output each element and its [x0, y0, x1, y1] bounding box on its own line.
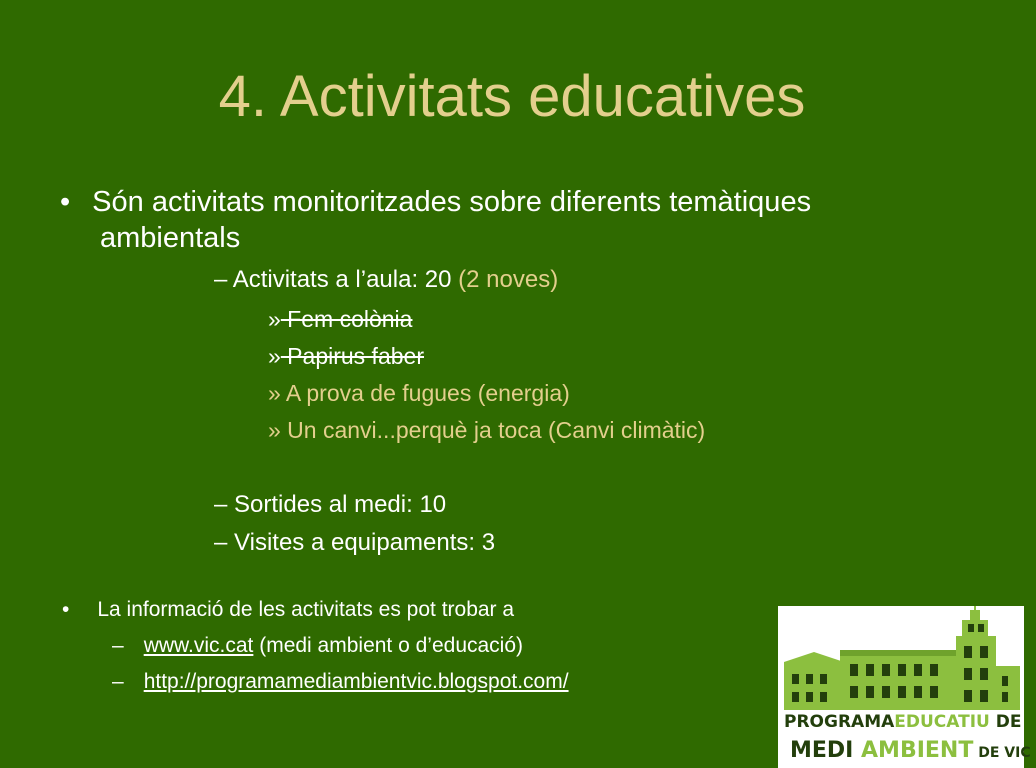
sortides-label: Sortides al medi:	[234, 491, 413, 518]
raquo-marker: »	[268, 343, 281, 369]
dash-marker: –	[214, 529, 228, 556]
aula-item-2	[268, 341, 424, 371]
bullet-1-text: Són activitats monitoritzades sobre diferents temàtiques	[92, 186, 812, 218]
bullet-2-text: La informació de les activitats es pot trobar a	[97, 598, 515, 621]
raquo-marker: »	[268, 417, 281, 443]
aula-item-text: Papirus faber	[280, 343, 424, 369]
dash-marker: –	[112, 670, 124, 693]
aula-item-text: Fem colònia	[280, 306, 413, 332]
sortides-count: 10	[412, 491, 447, 518]
bullet-1	[60, 184, 811, 220]
visites-count: 3	[475, 529, 496, 556]
aula-item-text: Un canvi...perquè ja toca (Canvi climàtic)	[280, 417, 706, 443]
logo-line-1	[784, 712, 1030, 732]
aula-item-1	[268, 304, 412, 334]
logo-text-ambient: AMBIENT	[861, 738, 974, 763]
sub-item-sortides	[214, 490, 446, 520]
aula-item-4	[268, 415, 705, 445]
aula-note: (2 noves)	[451, 266, 559, 293]
bullet-2	[62, 596, 514, 624]
logo-text-programa: PROGRAMA	[784, 712, 895, 732]
blog-link[interactable]: http://programamediambientvic.blogspot.com/	[143, 670, 569, 693]
aula-count: 20	[418, 266, 452, 293]
logo-text-de: DE	[989, 712, 1022, 732]
raquo-marker: »	[268, 380, 281, 406]
logo-line-2	[790, 738, 1036, 763]
slide-title: 4. Activitats educatives	[218, 64, 806, 129]
bullet-marker: •	[60, 186, 71, 218]
dash-marker: –	[214, 491, 228, 518]
raquo-marker: »	[268, 306, 281, 332]
logo-text-educatiu: EDUCATIU	[894, 712, 990, 732]
visites-label: Visites a equipaments:	[234, 529, 476, 556]
logo-text-medi: MEDI	[790, 738, 862, 763]
dash-marker: –	[214, 266, 228, 293]
program-logo	[778, 606, 1031, 768]
sub-item-aula	[214, 265, 558, 295]
bullet-marker: •	[62, 598, 70, 621]
bullet-1-continuation: ambientals	[100, 222, 241, 254]
aula-item-3	[268, 378, 570, 408]
link-item-2	[112, 668, 569, 696]
dash-marker: –	[112, 634, 124, 657]
aula-label: Activitats a l’aula:	[232, 266, 419, 293]
aula-item-text: A prova de fugues (energia)	[280, 380, 570, 406]
link-item-1	[112, 632, 523, 660]
town-skyline-illustration	[778, 606, 1024, 716]
logo-text-de-vic: DE VIC	[973, 745, 1031, 761]
link-suffix: (medi ambient o d’educació)	[253, 634, 524, 657]
vic-cat-link[interactable]: www.vic.cat	[143, 634, 254, 657]
sub-item-visites	[214, 528, 495, 558]
